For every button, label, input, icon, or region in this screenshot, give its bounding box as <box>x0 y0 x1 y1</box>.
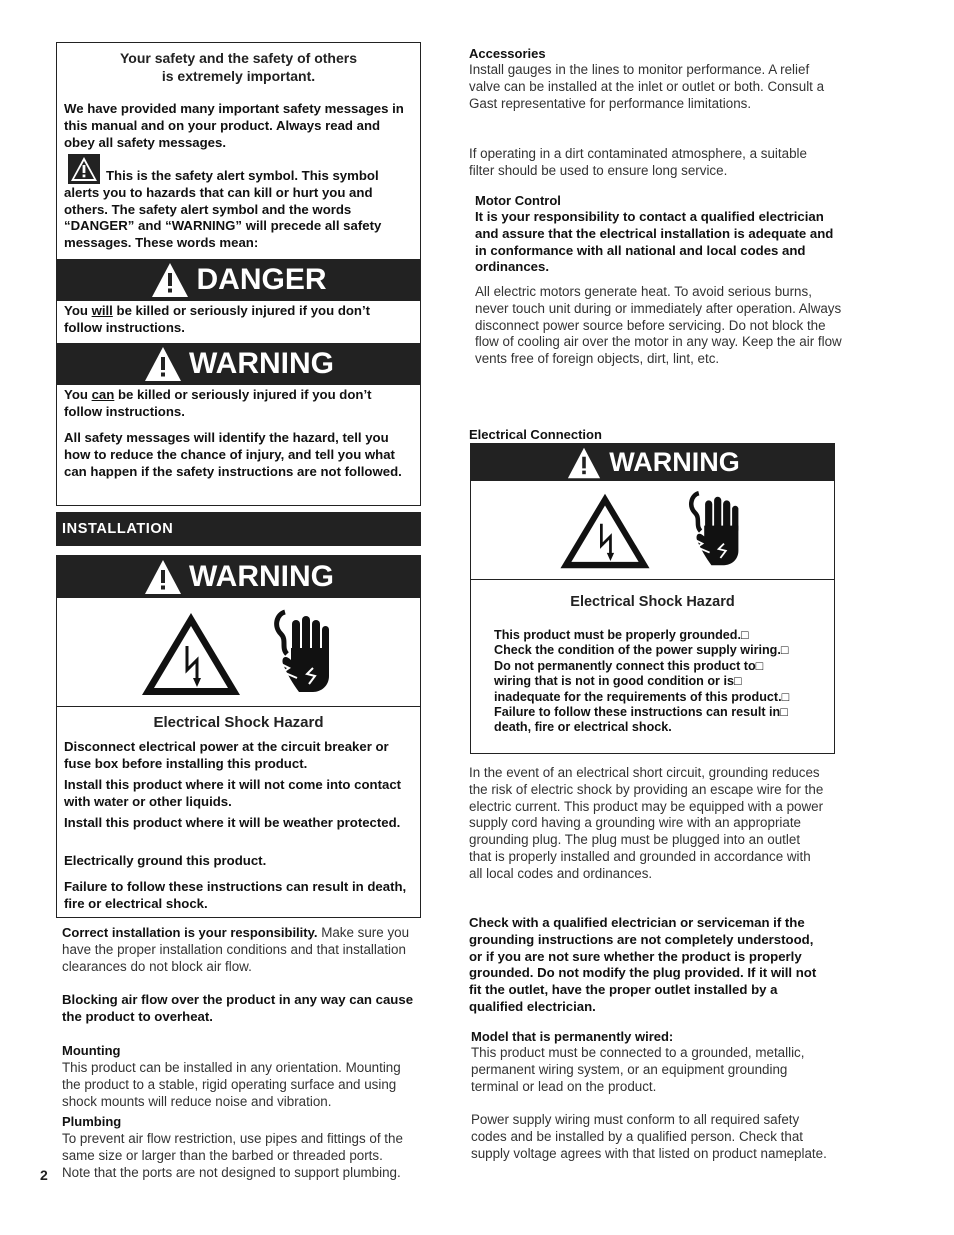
electrical-hazard-icons <box>471 481 834 580</box>
accessories-heading: Accessories <box>469 46 546 61</box>
safety-message-box <box>56 42 421 506</box>
permanently-wired-heading: Model that is permanently wired: <box>471 1029 674 1044</box>
electrical-hazard-title: Electrical Shock Hazard <box>570 594 735 610</box>
qualified-electrician-paragraph: Check with a qualified electrician or serviceman if the grounding instructions are not completely understood, or if you are not sure whether the product is properly grounded. Do not modify the plug provided. If it will not fit the outlet, have the proper outlet installed by a qualified electrician. <box>469 915 817 1014</box>
electrical-warning-box <box>470 443 835 754</box>
danger-banner <box>57 259 420 301</box>
installation-item-1: Disconnect electrical power at the circuit breaker or fuse box before installing this product. <box>64 739 389 771</box>
motor-heat-paragraph: All electric motors generate heat. To avoid serious burns, never touch unit during or immediately after operation. Always disconnect power source before servicing. Do not block the flow of cooling air over the motor in any way. Keep the air flow vents free of foreign objects, dirt, lint, etc. <box>475 284 842 367</box>
danger-description: You will be killed or seriously injured if you don’t follow instructions. <box>64 303 371 335</box>
plumbing-heading: Plumbing <box>62 1114 122 1129</box>
accessories-paragraph: Install gauges in the lines to monitor performance. A relief valve can be installed at the inlet or outlet or both. Consult a Gast representative for performance limitations. <box>469 62 825 111</box>
electrical-hazard-triangle-icon <box>555 491 655 571</box>
installation-item-5: Failure to follow these instructions can result in death, fire or electrical shock. <box>64 879 407 911</box>
warning-alert-icon <box>143 345 183 383</box>
electrical-warning-label: WARNING <box>609 447 740 477</box>
correct-installation-paragraph: Correct installation is your responsibility. Make sure you have the proper installation conditions and that installation clearances do not block air flow. <box>62 925 410 974</box>
safety-footer-text: All safety messages will identify the hazard, tell you how to reduce the chance of injury, and tell you what can happen if the safety instructions are not followed. <box>64 430 402 479</box>
installation-item-3: Install this product where it will be weather protected. <box>64 815 401 830</box>
page-number: 2 <box>40 1167 48 1183</box>
danger-alert-icon <box>150 261 190 299</box>
installation-warning-banner <box>57 556 420 598</box>
installation-header: INSTALLATION <box>56 512 421 546</box>
installation-warning-label: WARNING <box>189 560 334 593</box>
safety-alert-text: This is the safety alert symbol. This symbol alerts you to hazards that can kill or hurt you and others. The safety alert symbol and the words “DANGER” and “WARNING” will precede all safety messages. These words mean: <box>64 168 382 251</box>
warning-description: You can be killed or seriously injured if you don’t follow instructions. <box>64 387 372 419</box>
dirt-filter-paragraph: If operating in a dirt contaminated atmosphere, a suitable filter should be used to ensure long service. <box>469 146 807 178</box>
electric-shock-hand-icon <box>263 608 343 700</box>
warning-alert-icon <box>143 558 183 596</box>
warning-label: WARNING <box>189 347 334 380</box>
installation-hazard-title: Electrical Shock Hazard <box>153 714 324 731</box>
motor-control-heading: Motor Control <box>475 193 561 208</box>
electrical-hazard-triangle-icon <box>139 610 243 698</box>
electrical-warning-banner <box>471 444 834 481</box>
electrical-hazard-instructions: This product must be properly grounded.□ Check the condition of the power supply wiring.□ Do not permanently connect this product to□ wiring that is not in good condition or is□ inadequate for the requirements of this product.□ Failure to follow these instructions can result in□ death, fire or electrical shock. <box>494 628 790 735</box>
mounting-paragraph: This product can be installed in any orientation. Mounting the product to a stable, rigid operating surface and using shock mounts will reduce noise and vibration. <box>62 1060 401 1109</box>
safety-intro: We have provided many important safety messages in this manual and on your product. Always read and obey all safety messages. <box>64 101 404 150</box>
electric-shock-hand-icon <box>679 489 751 573</box>
warning-alert-icon <box>565 446 603 480</box>
electrical-connection-heading: Electrical Connection <box>469 427 602 442</box>
safety-title: Your safety and the safety of others is extremely important. <box>119 50 357 84</box>
blocking-airflow-paragraph: Blocking air flow over the product in any way can cause the product to overheat. <box>62 992 414 1024</box>
installation-item-4: Electrically ground this product. <box>64 853 267 868</box>
installation-warning-box <box>56 555 421 918</box>
power-supply-paragraph: Power supply wiring must conform to all required safety codes and be installed by a qualified person. Check that supply voltage agrees with that listed on product nameplate. <box>471 1112 827 1161</box>
installation-item-2: Install this product where it will not come into contact with water or other liquids. <box>64 777 402 809</box>
grounding-paragraph: In the event of an electrical short circuit, grounding reduces the risk of electric shock by providing an escape wire for the electric current. This product may be equipped with a power supply cord having a grounding wire with an appropriate grounding plug. The plug must be plugged into an outlet that is properly installed and grounded in accordance with all local codes and ordinances. <box>469 765 824 881</box>
warning-banner <box>57 343 420 385</box>
danger-label: DANGER <box>196 263 327 296</box>
motor-control-responsibility: It is your responsibility to contact a qualified electrician and assure that the electrical installation is adequate and in conformance with all national and local codes and ordinances. <box>475 209 834 275</box>
plumbing-paragraph: To prevent air flow restriction, use pipes and fittings of the same size or larger than the barbed or threaded ports. Note that the ports are not designed to support plumbing. <box>62 1131 403 1180</box>
installation-hazard-icons <box>57 598 420 707</box>
mounting-heading: Mounting <box>62 1043 121 1058</box>
permanently-wired-paragraph: This product must be connected to a grounded, metallic, permanent wiring system, or an equipment grounding terminal or lead on the product. <box>471 1045 805 1094</box>
